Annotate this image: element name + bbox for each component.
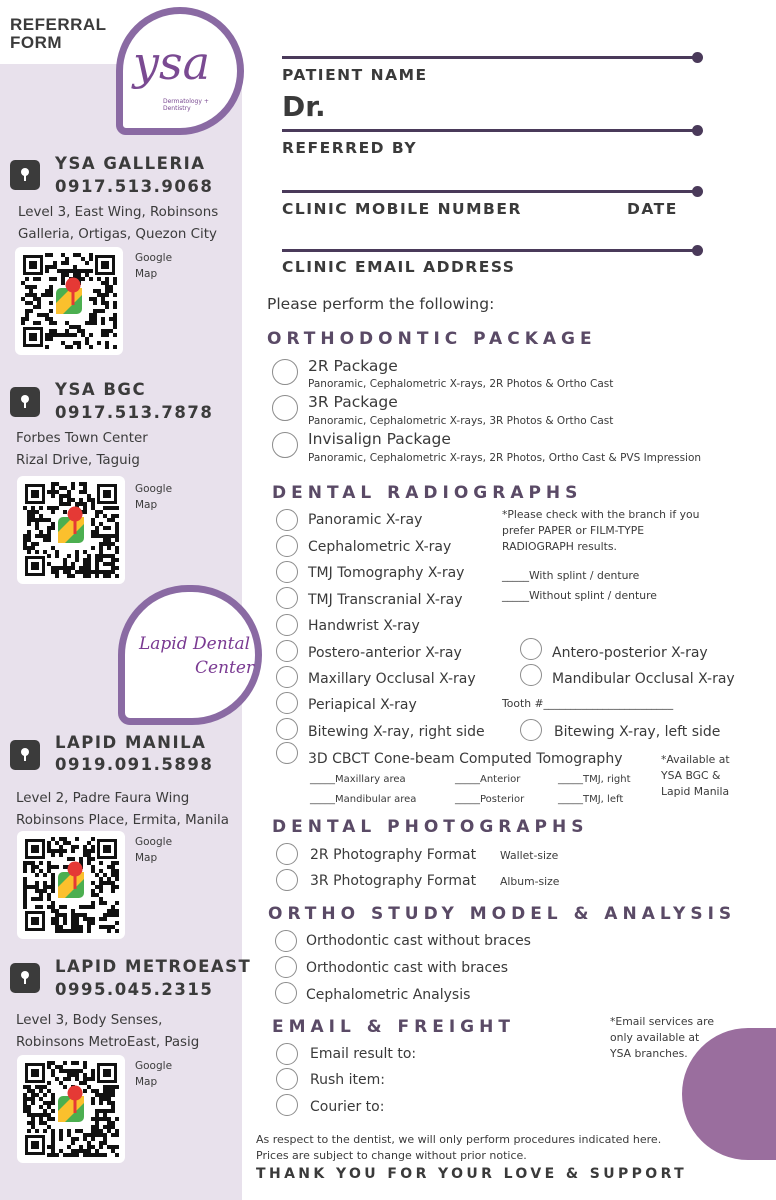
note-line: Lapid Manila xyxy=(661,785,730,798)
google-map-qr-code[interactable] xyxy=(17,1055,125,1163)
section-title-study-model: ORTHO STUDY MODEL & ANALYSIS xyxy=(268,904,737,924)
google-map-qr-code[interactable] xyxy=(17,831,125,939)
package-name: 2R Package xyxy=(308,357,398,375)
without-splint-option: _____Without splint / denture xyxy=(502,589,657,602)
checkbox-cbct[interactable] xyxy=(276,742,298,764)
disclaimer-text: Prices are subject to change without prior notice. xyxy=(256,1149,527,1162)
note-line: *Please check with the branch if you xyxy=(502,508,700,521)
referred-by-label: REFERRED BY xyxy=(282,139,418,157)
clinic-mobile-label: CLINIC MOBILE NUMBER xyxy=(282,200,522,218)
checkbox-cast-with-braces[interactable] xyxy=(275,956,297,978)
form-title-line2: FORM xyxy=(10,33,63,52)
form-title xyxy=(10,16,107,52)
study-item: Orthodontic cast without braces xyxy=(306,933,531,949)
address-line: Level 3, Body Senses, xyxy=(16,1013,163,1028)
package-desc: Panoramic, Cephalometric X-rays, 3R Photos & Ortho Cast xyxy=(308,415,614,427)
photo-size: Album-size xyxy=(500,875,560,888)
ysa-logo xyxy=(116,7,244,135)
radiograph-item: Mandibular Occlusal X-ray xyxy=(552,671,735,687)
checkbox-cast-without-braces[interactable] xyxy=(275,930,297,952)
study-item: Cephalometric Analysis xyxy=(306,987,471,1003)
study-item: Orthodontic cast with braces xyxy=(306,960,509,976)
note-line: *Available at xyxy=(661,753,730,766)
location-pin-icon xyxy=(10,963,40,993)
cbct-option: _____Mandibular area xyxy=(310,794,417,805)
location-pin-icon xyxy=(10,160,40,190)
cbct-option: _____Posterior xyxy=(455,794,525,805)
google-map-qr-code[interactable] xyxy=(17,476,125,584)
checkbox-mandibular-occlusal[interactable] xyxy=(520,664,542,686)
radiograph-item: TMJ Tomography X-ray xyxy=(308,565,465,581)
section-title-ortho-package: ORTHODONTIC PACKAGE xyxy=(267,329,597,349)
map-label-line: Google xyxy=(135,483,173,495)
freight-item: Email result to: xyxy=(310,1046,417,1062)
tooth-number-field[interactable]: Tooth #________________________ xyxy=(502,697,674,710)
radiograph-item: Handwrist X-ray xyxy=(308,618,420,634)
radiograph-item: Cephalometric X-ray xyxy=(308,539,452,555)
branch-phone: 0919.091.5898 xyxy=(55,755,214,774)
lapid-logo-line2: Center xyxy=(195,658,255,678)
checkbox-2r-package[interactable] xyxy=(272,359,298,385)
address-line: Robinsons MetroEast, Pasig xyxy=(16,1035,200,1050)
radiograph-item: TMJ Transcranial X-ray xyxy=(308,592,463,608)
branch-phone: 0917.513.7878 xyxy=(55,403,214,422)
map-label-line: Google xyxy=(135,1060,173,1072)
address-line: Robinsons Place, Ermita, Manila xyxy=(16,813,229,828)
checkbox-cephalometric[interactable] xyxy=(276,535,298,557)
package-name: Invisalign Package xyxy=(308,430,451,448)
ysa-logo-subtitle: Dermatology + Dentistry xyxy=(163,98,209,112)
note-line: *Email services are xyxy=(610,1015,714,1028)
google-map-label xyxy=(135,1058,172,1090)
radiograph-item: Postero-anterior X-ray xyxy=(308,645,462,661)
branch-phone: 0995.045.2315 xyxy=(55,980,214,999)
map-label-line: Google xyxy=(135,836,173,848)
address-line: Forbes Town Center xyxy=(16,431,148,446)
intro-text: Please perform the following: xyxy=(267,295,495,313)
separator-line xyxy=(282,56,696,59)
checkbox-maxillary-occlusal[interactable] xyxy=(276,666,298,688)
checkbox-panoramic[interactable] xyxy=(276,509,298,531)
form-title-line1: REFERRAL xyxy=(10,15,107,34)
location-pin-icon xyxy=(10,740,40,770)
separator-line xyxy=(282,129,696,132)
checkbox-email-result[interactable] xyxy=(276,1043,298,1065)
date-label: DATE xyxy=(627,200,678,218)
cbct-availability-note xyxy=(661,752,730,800)
photo-size: Wallet-size xyxy=(500,849,559,862)
map-label-line: Map xyxy=(135,499,158,511)
radiograph-note xyxy=(502,507,699,555)
package-name: 3R Package xyxy=(308,393,398,411)
cbct-option: _____TMJ, right xyxy=(558,774,631,785)
patient-name-field[interactable]: Dr. xyxy=(282,90,326,123)
section-title-radiographs: DENTAL RADIOGRAPHS xyxy=(272,483,583,503)
checkbox-postero-anterior[interactable] xyxy=(276,640,298,662)
branch-address xyxy=(18,202,218,246)
checkbox-courier[interactable] xyxy=(276,1094,298,1116)
checkbox-rush-item[interactable] xyxy=(276,1068,298,1090)
radiograph-item: Bitewing X-ray, right side xyxy=(308,724,485,740)
map-label-line: Map xyxy=(135,1076,158,1088)
checkbox-2r-photography[interactable] xyxy=(276,843,298,865)
cbct-option: _____Anterior xyxy=(455,774,521,785)
cbct-option: _____Maxillary area xyxy=(310,774,406,785)
branch-address xyxy=(16,788,229,832)
checkbox-invisalign-package[interactable] xyxy=(272,432,298,458)
address-line: Galleria, Ortigas, Quezon City xyxy=(18,227,217,242)
checkbox-antero-posterior[interactable] xyxy=(520,638,542,660)
photo-item: 2R Photography Format xyxy=(310,847,477,863)
radiograph-item: Bitewing X-ray, left side xyxy=(554,724,721,740)
note-line: RADIOGRAPH results. xyxy=(502,540,617,553)
radiograph-item: Panoramic X-ray xyxy=(308,512,423,528)
note-line: only available at xyxy=(610,1031,700,1044)
radiograph-item: Maxillary Occlusal X-ray xyxy=(308,671,476,687)
note-line: YSA branches. xyxy=(610,1047,688,1060)
radiograph-item: 3D CBCT Cone-beam Computed Tomography xyxy=(308,751,623,767)
line-end-dot xyxy=(692,245,703,256)
google-map-label xyxy=(135,250,172,282)
note-line: YSA BGC & xyxy=(661,769,721,782)
checkbox-3r-photography[interactable] xyxy=(276,869,298,891)
package-desc: Panoramic, Cephalometric X-rays, 2R Photos, Ortho Cast & PVS Impression xyxy=(308,452,702,464)
referred-by-field[interactable] xyxy=(282,190,696,193)
branch-phone: 0917.513.9068 xyxy=(55,177,214,196)
cbct-option: _____TMJ, left xyxy=(558,794,624,805)
address-line: Level 3, East Wing, Robinsons xyxy=(18,205,219,220)
checkbox-bitewing-right[interactable] xyxy=(276,718,298,740)
branch-name: YSA GALLERIA xyxy=(55,154,206,173)
checkbox-3r-package[interactable] xyxy=(272,395,298,421)
map-label-line: Map xyxy=(135,268,158,280)
map-label-line: Map xyxy=(135,852,158,864)
package-desc: Panoramic, Cephalometric X-rays, 2R Photos & Ortho Cast xyxy=(308,378,614,390)
branch-address xyxy=(16,1010,199,1054)
address-line: Rizal Drive, Taguig xyxy=(16,453,140,468)
with-splint-option: _____With splint / denture xyxy=(502,569,640,582)
photo-item: 3R Photography Format xyxy=(310,873,477,889)
checkbox-handwrist[interactable] xyxy=(276,614,298,636)
location-pin-icon xyxy=(10,387,40,417)
radiograph-item: Periapical X-ray xyxy=(308,697,417,713)
patient-name-label: PATIENT NAME xyxy=(282,66,428,84)
google-map-label xyxy=(135,481,172,513)
branch-name: YSA BGC xyxy=(55,380,147,399)
google-map-label xyxy=(135,834,172,866)
line-end-dot xyxy=(692,52,703,63)
line-end-dot xyxy=(692,186,703,197)
freight-item: Rush item: xyxy=(310,1072,385,1088)
checkbox-cephalometric-analysis[interactable] xyxy=(275,982,297,1004)
clinic-mobile-field[interactable] xyxy=(282,249,696,252)
google-map-qr-code[interactable] xyxy=(15,247,123,355)
lapid-logo xyxy=(118,585,262,725)
checkbox-bitewing-left[interactable] xyxy=(520,719,542,741)
clinic-email-label: CLINIC EMAIL ADDRESS xyxy=(282,258,516,276)
thank-you-text: THANK YOU FOR YOUR LOVE & SUPPORT xyxy=(256,1166,688,1182)
address-line: Level 2, Padre Faura Wing xyxy=(16,791,190,806)
branch-address xyxy=(16,428,148,472)
line-end-dot xyxy=(692,125,703,136)
note-line: prefer PAPER or FILM-TYPE xyxy=(502,524,645,537)
disclaimer-text: As respect to the dentist, we will only perform procedures indicated here. xyxy=(256,1133,662,1146)
radiograph-item: Antero-posterior X-ray xyxy=(552,645,708,661)
checkbox-tmj-transcranial[interactable] xyxy=(276,587,298,609)
ysa-logo-text: ysa xyxy=(133,36,211,90)
checkbox-periapical[interactable] xyxy=(276,692,298,714)
freight-item: Courier to: xyxy=(310,1099,385,1115)
checkbox-tmj-tomography[interactable] xyxy=(276,561,298,583)
section-title-photographs: DENTAL PHOTOGRAPHS xyxy=(272,817,589,837)
section-title-email-freight: EMAIL & FREIGHT xyxy=(272,1017,515,1037)
lapid-logo-line1: Lapid Dental xyxy=(139,634,251,654)
branch-name: LAPID MANILA xyxy=(55,733,207,752)
map-label-line: Google xyxy=(135,252,173,264)
branch-name: LAPID METROEAST xyxy=(55,957,252,976)
